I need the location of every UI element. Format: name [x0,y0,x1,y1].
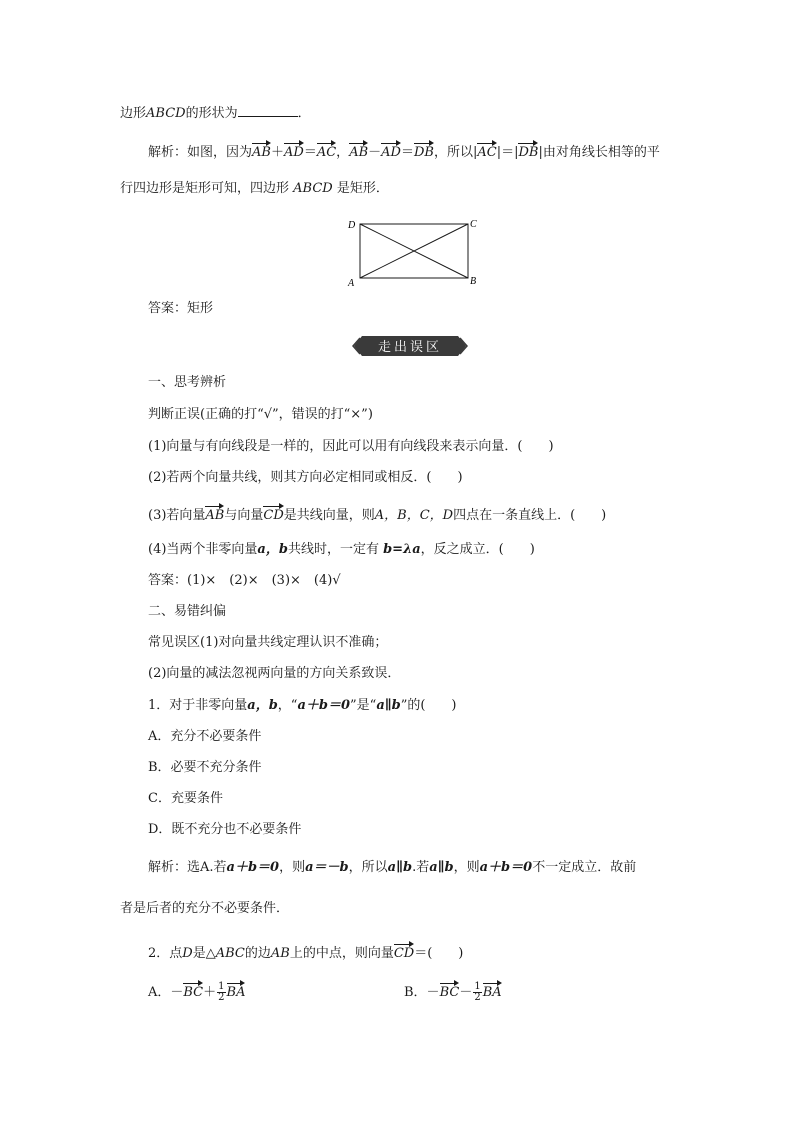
fraction-half: $\frac{1}{2}$ [474,981,481,1003]
fraction-half: $\frac{1}{2}$ [218,981,225,1003]
answer-blank [238,104,298,117]
analysis-1-line-1: 解析：如图，因为AB＋AD＝AC，AB－AD＝DB，所以|AC|＝|DB|由对角线长相等的平 [148,142,660,162]
banner-text: 走出误区 [377,340,443,355]
vertex-b-label: B [470,276,477,287]
analysis-2-line-2: 者是后者的充分不必要条件． [120,901,290,916]
option-1b: B．必要不充分条件 [148,760,262,775]
option-1c: C．充要条件 [148,791,223,806]
answer-2: 答案：(1)× (2)× (3)× (4)√ [148,573,341,588]
analysis-2-line-1: 解析：选A.若a＋b＝0，则a＝－b，所以a∥b.若a∥b，则a＋b＝0不一定成立．故前 [148,860,637,875]
common-error-1: 常见误区(1)对向量共线定理认识不准确； [148,635,388,650]
top-line: 边形ABCD的形状为 ． [120,106,311,121]
common-error-2: (2)向量的减法忽视两向量的方向关系致误． [148,666,401,681]
analysis-1-line-2: 行四边形是矩形可知，四边形 ABCD 是矩形． [120,181,389,196]
vertex-c-label: C [470,219,477,230]
question-4: (4)当两个非零向量a，b共线时，一定有 b=λa，反之成立．( ) [148,542,535,557]
answer-1: 答案：矩形 [148,301,214,316]
section-1-title: 一、思考辨析 [148,375,227,390]
vertex-a-label: A [348,278,355,289]
problem-1: 1．对于非零向量a，b，“a＋b＝0”是“a∥b”的( ) [148,698,457,713]
option-1a: A．充分不必要条件 [148,729,262,744]
problem-2: 2．点D是△ABC的边AB上的中点，则向量CD＝( ) [148,943,463,963]
judge-instructions: 判断正误(正确的打“√”，错误的打“×”) [148,407,373,422]
section-banner [352,334,468,358]
vertex-d-label: D [348,220,356,231]
rectangle-diagram [342,214,478,290]
option-2a: A．－BC＋ $\frac{1}{2}$ BA [148,981,246,1003]
question-1: (1)向量与有向线段是一样的，因此可以用有向线段来表示向量．( ) [148,439,554,454]
question-3: (3)若向量AB与向量CD是共线向量，则A，B，C，D四点在一条直线上．( ) [148,505,606,525]
question-2: (2)若两个向量共线，则其方向必定相同或相反．( ) [148,470,463,485]
option-2b: B．－BC－ $\frac{1}{2}$ BA [404,981,502,1003]
section-2-title: 二、易错纠偏 [148,604,227,619]
option-1d: D．既不充分也不必要条件 [148,822,302,837]
